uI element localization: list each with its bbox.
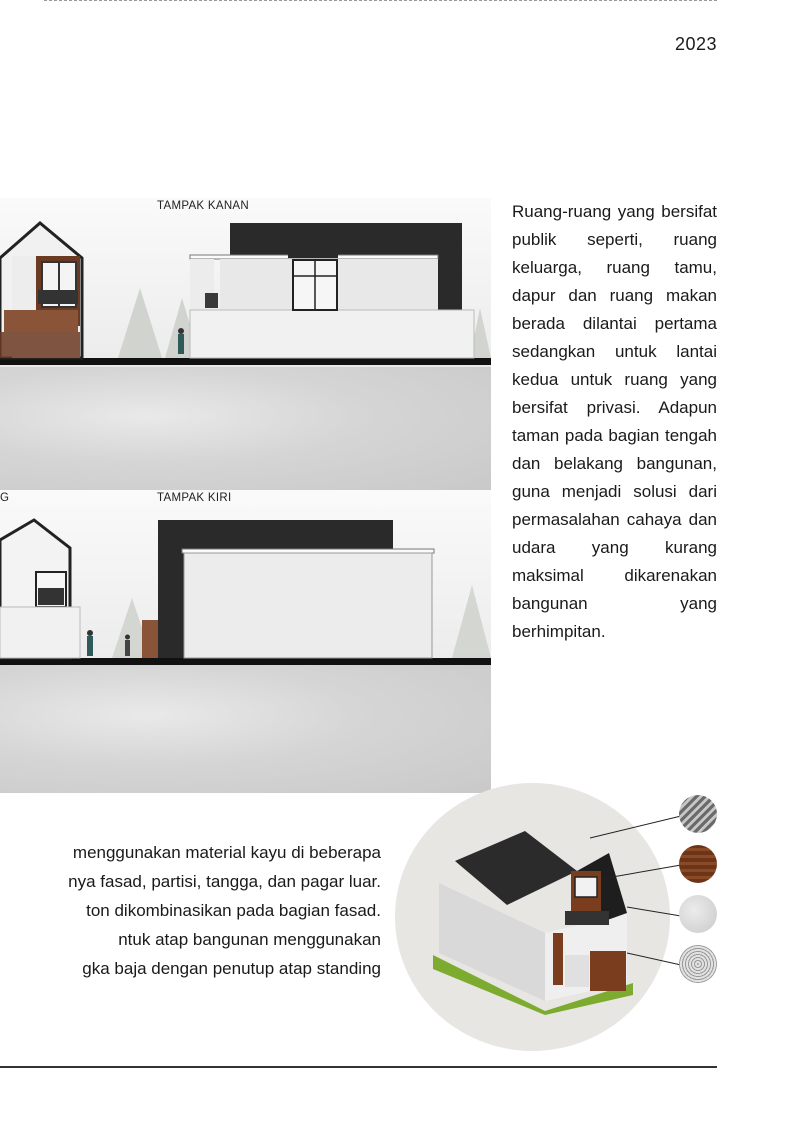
elevation-left-drawing xyxy=(0,490,491,660)
bottom-rule xyxy=(0,1066,717,1068)
elevation-left-label: TAMPAK KIRI xyxy=(157,492,232,504)
bottom-line: ton dikombinasikan pada bagian fasad. xyxy=(86,901,381,920)
elevation-right-drawing xyxy=(0,198,491,360)
top-rule xyxy=(44,0,717,2)
concrete-swatch-icon xyxy=(679,895,717,933)
bottom-line: menggunakan material kayu di beberapa xyxy=(72,843,381,862)
elevation-right xyxy=(0,198,491,490)
bottom-line: gka baja dengan penutup atap standing xyxy=(82,959,381,978)
wood-swatch-icon xyxy=(679,845,717,883)
bottom-line: ntuk atap bangunan menggunakan xyxy=(118,930,381,949)
bottom-line: nya fasad, partisi, tangga, dan pagar luar. xyxy=(68,872,381,891)
elevation-left xyxy=(0,490,491,793)
side-paragraph: Ruang-ruang yang bersifat publik seperti, ruang keluarga, ruang tamu, dapur dan ruang makan berada dilantai pertama sedangkan untuk lantai kedua untuk ruang yang bersifat privasi. Adapun taman pada bagian tengah dan belakang bangunan, guna menjadi solusi dari permasalahan cahaya dan udara yang kurang maksimal dikarenakan bangunan yang berhimpitan. xyxy=(512,202,717,641)
house-3d-illustration xyxy=(395,783,725,1053)
elevation-cut-label: G xyxy=(0,492,10,504)
bottom-paragraph xyxy=(0,838,381,983)
elevation-right-label: TAMPAK KANAN xyxy=(157,200,249,212)
metal-roof-swatch-icon xyxy=(679,795,717,833)
page-year: 2023 xyxy=(674,34,717,54)
stone-swatch-icon xyxy=(679,945,717,983)
